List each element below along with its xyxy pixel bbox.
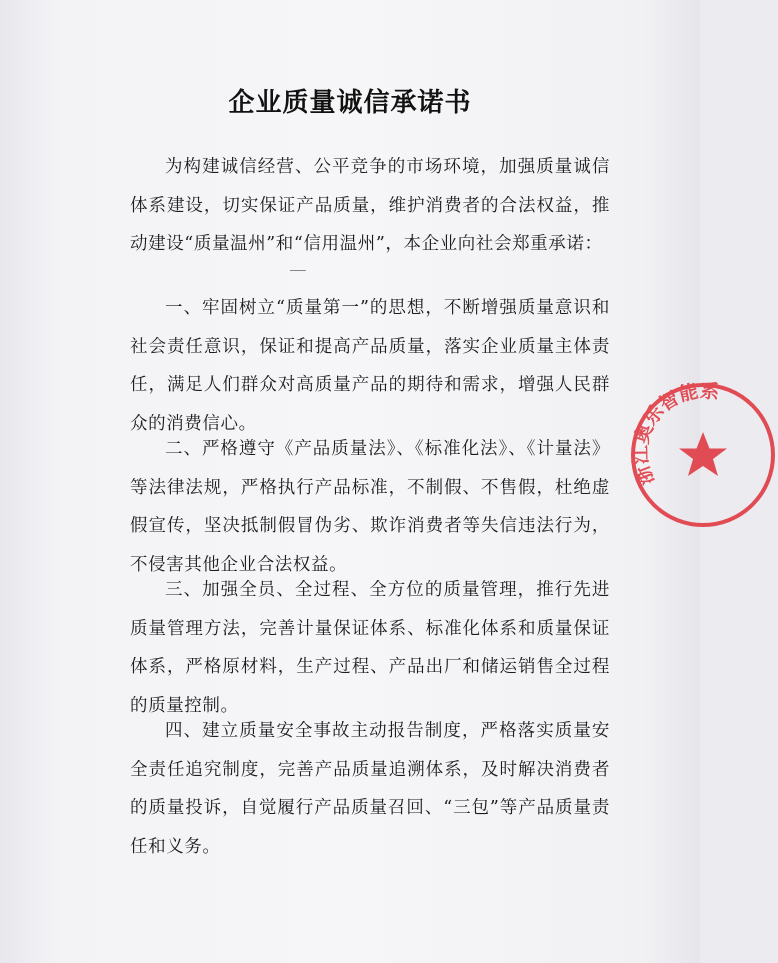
pen-mark <box>290 270 306 271</box>
commitment-paragraph-3: 三、加强全员、全过程、全方位的质量管理，推行先进质量管理方法，完善计量保证体系、标准化体系和质量保证体系，严格原材料，生产过程、产品出厂和储运销售全过程的质量控制。 <box>130 580 610 716</box>
document-title: 企业质量诚信承诺书 <box>228 88 472 118</box>
seal-star <box>679 432 727 476</box>
seal-text: 浙江奥乐智能系 <box>629 380 721 489</box>
intro-paragraph: 为构建诚信经营、公平竞争的市场环境，加强质量诚信体系建设，切实保证产品质量，维护消费者的合法权益，推动建设“质量温州”和“信用温州”，本企业向社会郑重承诺： <box>130 157 610 254</box>
commitment-paragraph-1: 一、牢固树立“质量第一”的思想，不断增强质量意识和社会责任意识，保证和提高产品质量，落实企业质量主体责任，满足人们群众对高质量产品的期待和需求，增强人民群众的消费信心。 <box>130 298 610 434</box>
company-seal <box>628 380 778 530</box>
commitment-paragraph-4: 四、建立质量安全事故主动报告制度，严格落实质量安全责任追究制度，完善产品质量追溯体系，及时解决消费者的质量投诉，自觉履行产品质量召回、“三包”等产品质量责任和义务。 <box>130 721 610 857</box>
commitment-paragraph-2: 二、严格遵守《产品质量法》、《标准化法》、《计量法》等法律法规，严格执行产品标准，不制假、不售假，杜绝虚假宣传，坚决抵制假冒伪劣、欺诈消费者等失信违法行为，不侵害其他企业合法权益。 <box>130 439 610 575</box>
